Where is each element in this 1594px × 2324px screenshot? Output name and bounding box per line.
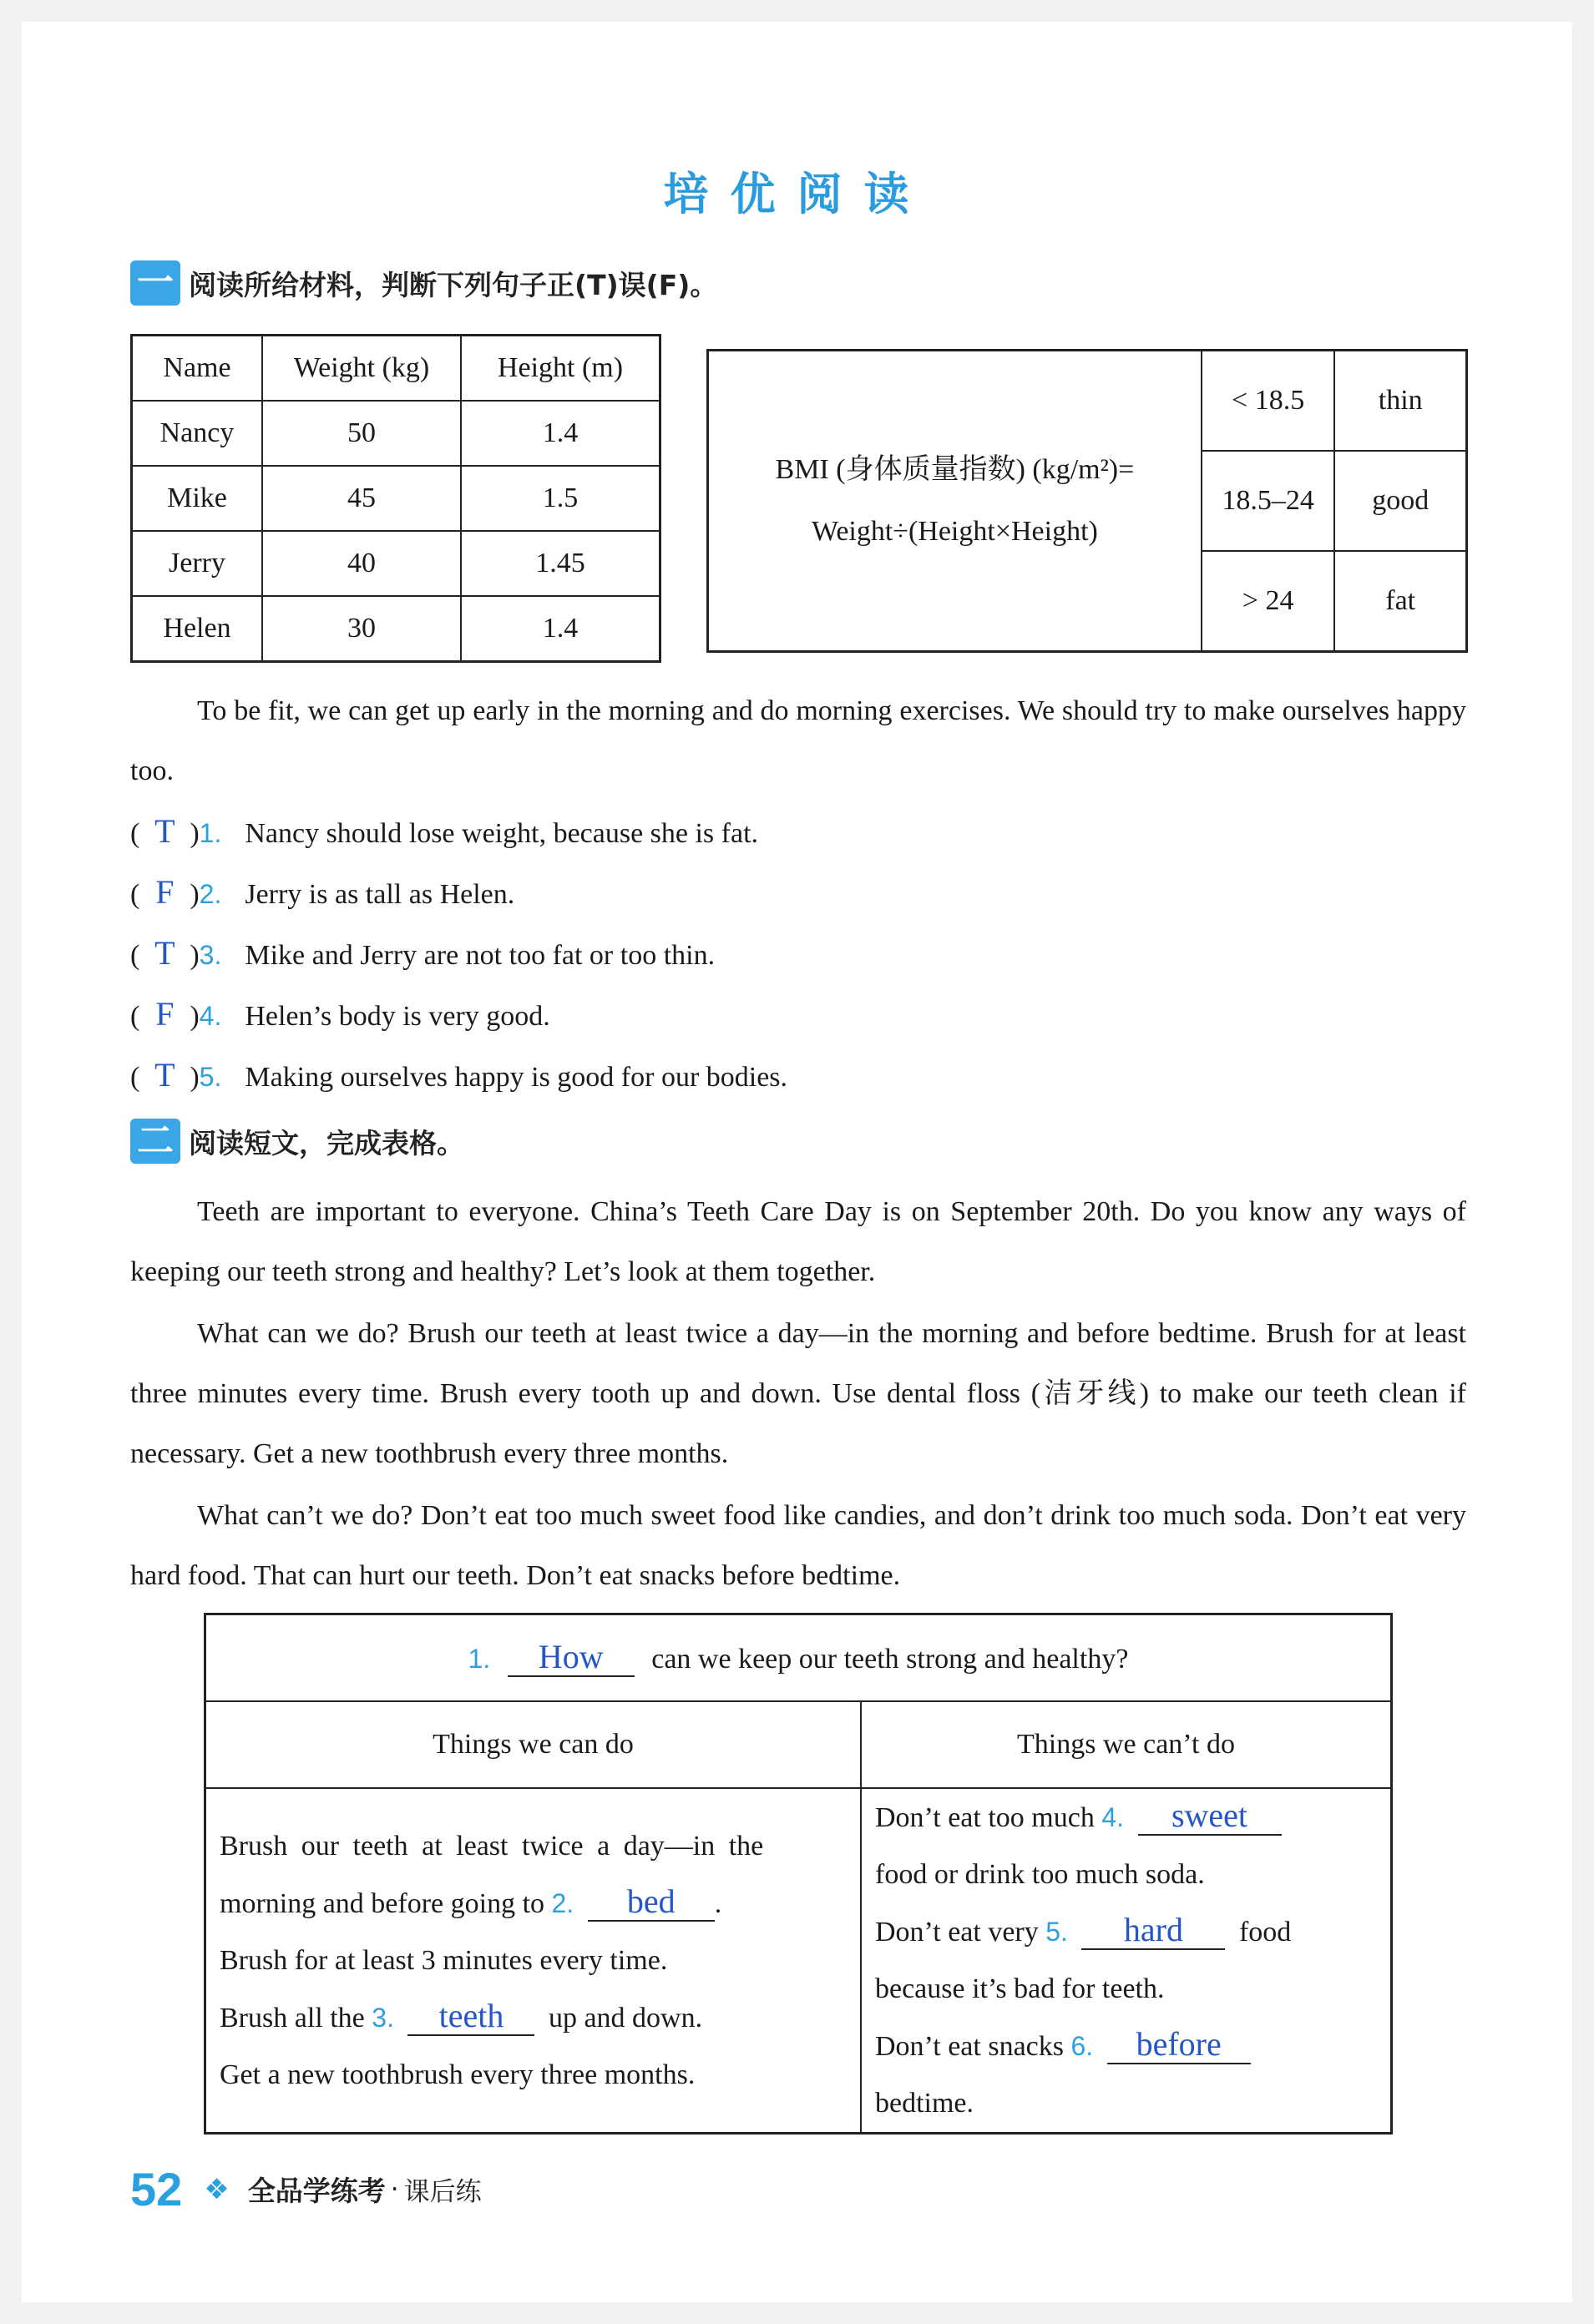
can-line-text: . — [714, 1887, 722, 1919]
question-number: 3. — [199, 940, 222, 970]
table-row — [132, 401, 660, 466]
bmi-label: thin — [1334, 351, 1466, 452]
answer-mark: F — [155, 995, 175, 1033]
section2-badge: 二 — [130, 1119, 180, 1164]
can-line-text: morning and before going to — [220, 1887, 545, 1919]
cell-name: Nancy — [132, 401, 263, 466]
table-header-row — [132, 336, 660, 402]
section1-header — [130, 259, 717, 307]
cant-line: bedtime. — [875, 2088, 974, 2119]
bmi-formula — [708, 351, 1202, 652]
cell-weight: 50 — [262, 401, 461, 466]
footer-subtitle: 课后练 — [403, 2177, 482, 2207]
bmi-formula-line2: Weight÷(Height×Height) — [811, 516, 1098, 547]
answer-blank: How — [508, 1639, 635, 1677]
header-weight: Weight (kg) — [262, 336, 461, 402]
table-row — [132, 466, 660, 531]
answer-mark: F — [155, 873, 175, 911]
section1-instruction: 阅读所给材料，判断下列句子正(T)误(F)。 — [189, 268, 718, 301]
question-row: ( T )5. Making ourselves happy is good for our bodies. — [130, 1045, 787, 1105]
brand-name: 全品学练考 — [247, 2175, 386, 2207]
cant-line-text: Don’t eat very — [875, 1917, 1039, 1948]
can-line: Brush for at least 3 minutes every time. — [220, 1944, 668, 1976]
answer-mark: T — [154, 1056, 175, 1094]
cell-name: Jerry — [132, 531, 263, 596]
section2-paragraph: What can we do? Brush our teeth at least twice a day—in the morning and before bedtime. Brush for at least three minutes every time. Brush every tooth up and down. Use dental floss (洁牙线) to make our teeth clean if necessary. Get a new toothbrush every three months. — [130, 1318, 1466, 1469]
header-name: Name — [132, 336, 263, 402]
answer-blank: bed — [588, 1883, 715, 1922]
cell-height: 1.4 — [461, 596, 660, 662]
section1-passage: To be fit, we can get up early in the morning and do morning exercises. We should try to make ourselves happy too. — [130, 695, 1466, 786]
section2-paragraph: What can’t we do? Don’t eat too much sweet food like candies, and don’t drink too much soda. Don’t eat very hard food. That can hurt our teeth. Don’t eat snacks before bedtime. — [130, 1500, 1466, 1591]
bmi-range: 18.5–24 — [1202, 451, 1335, 551]
bmi-label: good — [1334, 451, 1466, 551]
section2-paragraph: Teeth are important to everyone. China’s Teeth Care Day is on September 20th. Do you know any ways of keeping our teeth strong and healthy? Let’s look at them together. — [130, 1196, 1466, 1287]
table-row — [132, 596, 660, 662]
weight-height-table — [130, 334, 661, 663]
cant-line-text: Don’t eat too much — [875, 1802, 1095, 1833]
bmi-formula-line1: BMI (身体质量指数) (kg/m²)= — [775, 454, 1135, 485]
can-line-text: Brush all the — [220, 2002, 365, 2034]
can-do-cell — [205, 1788, 862, 2134]
column-header-cant: Things we can’t do — [861, 1701, 1392, 1788]
cell-weight: 30 — [262, 596, 461, 662]
question-text: Mike and Jerry are not too fat or too thin. — [245, 940, 716, 971]
page-footer — [130, 2162, 482, 2216]
blank-number: 4. — [1101, 1802, 1125, 1832]
blank-number: 5. — [1045, 1917, 1068, 1947]
question-number: 4. — [199, 1001, 222, 1031]
cell-weight: 40 — [262, 531, 461, 596]
can-line: Get a new toothbrush every three months. — [220, 2059, 696, 2090]
cell-height: 1.4 — [461, 401, 660, 466]
section2-instruction: 阅读短文，完成表格。 — [189, 1126, 464, 1159]
answer-mark: T — [154, 812, 175, 850]
footer-separator: · — [390, 2174, 399, 2205]
question-number: 5. — [199, 1062, 222, 1092]
section1-badge: 一 — [130, 260, 180, 306]
cant-do-cell — [861, 1788, 1392, 2134]
diamond-icon: ❖ — [204, 2172, 230, 2206]
can-line-text: up and down. — [548, 2002, 703, 2034]
answer-blank: before — [1107, 2026, 1251, 2064]
bmi-range: > 24 — [1202, 551, 1335, 652]
question-text: Jerry is as tall as Helen. — [245, 879, 515, 910]
blank-number: 1. — [468, 1644, 491, 1674]
question-row: ( F )4. Helen’s body is very good. — [130, 984, 550, 1044]
column-header-can: Things we can do — [205, 1701, 862, 1788]
can-line — [220, 1875, 847, 1932]
cell-height: 1.5 — [461, 466, 660, 531]
table-question-text: can we keep our teeth strong and healthy? — [651, 1644, 1129, 1675]
cell-weight: 45 — [262, 466, 461, 531]
cell-height: 1.45 — [461, 531, 660, 596]
header-height: Height (m) — [461, 336, 660, 402]
answer-mark: T — [154, 934, 175, 972]
blank-number: 3. — [372, 2002, 394, 2033]
question-row: ( F )2. Jerry is as tall as Helen. — [130, 862, 514, 922]
bmi-table — [706, 349, 1468, 653]
bmi-label: fat — [1334, 551, 1466, 652]
bmi-range: < 18.5 — [1202, 351, 1335, 452]
cant-line — [875, 1903, 1377, 1961]
cant-line-text: food — [1238, 1917, 1292, 1948]
answer-blank: teeth — [407, 1998, 534, 2036]
cant-line-text: Don’t eat snacks — [875, 2031, 1064, 2062]
can-line: Brush our teeth at least twice a day—in the — [220, 1830, 764, 1862]
table-row — [132, 531, 660, 596]
cell-name: Helen — [132, 596, 263, 662]
blank-number: 2. — [551, 1887, 574, 1918]
question-number: 2. — [199, 879, 222, 909]
cant-line: because it’s bad for teeth. — [875, 1973, 1165, 2004]
section2-header — [130, 1117, 464, 1165]
page-number: 52 — [130, 2163, 183, 2215]
blank-number: 6. — [1070, 2031, 1094, 2061]
question-number: 1. — [199, 818, 222, 848]
cant-line — [875, 2018, 1377, 2075]
teeth-care-table — [204, 1613, 1393, 2135]
page-title: 培优阅读 — [663, 168, 931, 220]
answer-blank: sweet — [1138, 1797, 1282, 1836]
question-text: Nancy should lose weight, because she is fat. — [245, 818, 759, 849]
question-row: ( T )1. Nancy should lose weight, because she is fat. — [130, 801, 758, 861]
question-text: Making ourselves happy is good for our bodies. — [245, 1062, 788, 1093]
cell-name: Mike — [132, 466, 263, 531]
question-row: ( T )3. Mike and Jerry are not too fat or too thin. — [130, 923, 715, 983]
can-line — [220, 1989, 847, 2047]
table-question-row — [205, 1614, 1392, 1702]
answer-blank: hard — [1081, 1912, 1225, 1950]
cant-line: food or drink too much soda. — [875, 1859, 1205, 1890]
question-text: Helen’s body is very good. — [245, 1001, 550, 1032]
cant-line — [875, 1789, 1377, 1847]
